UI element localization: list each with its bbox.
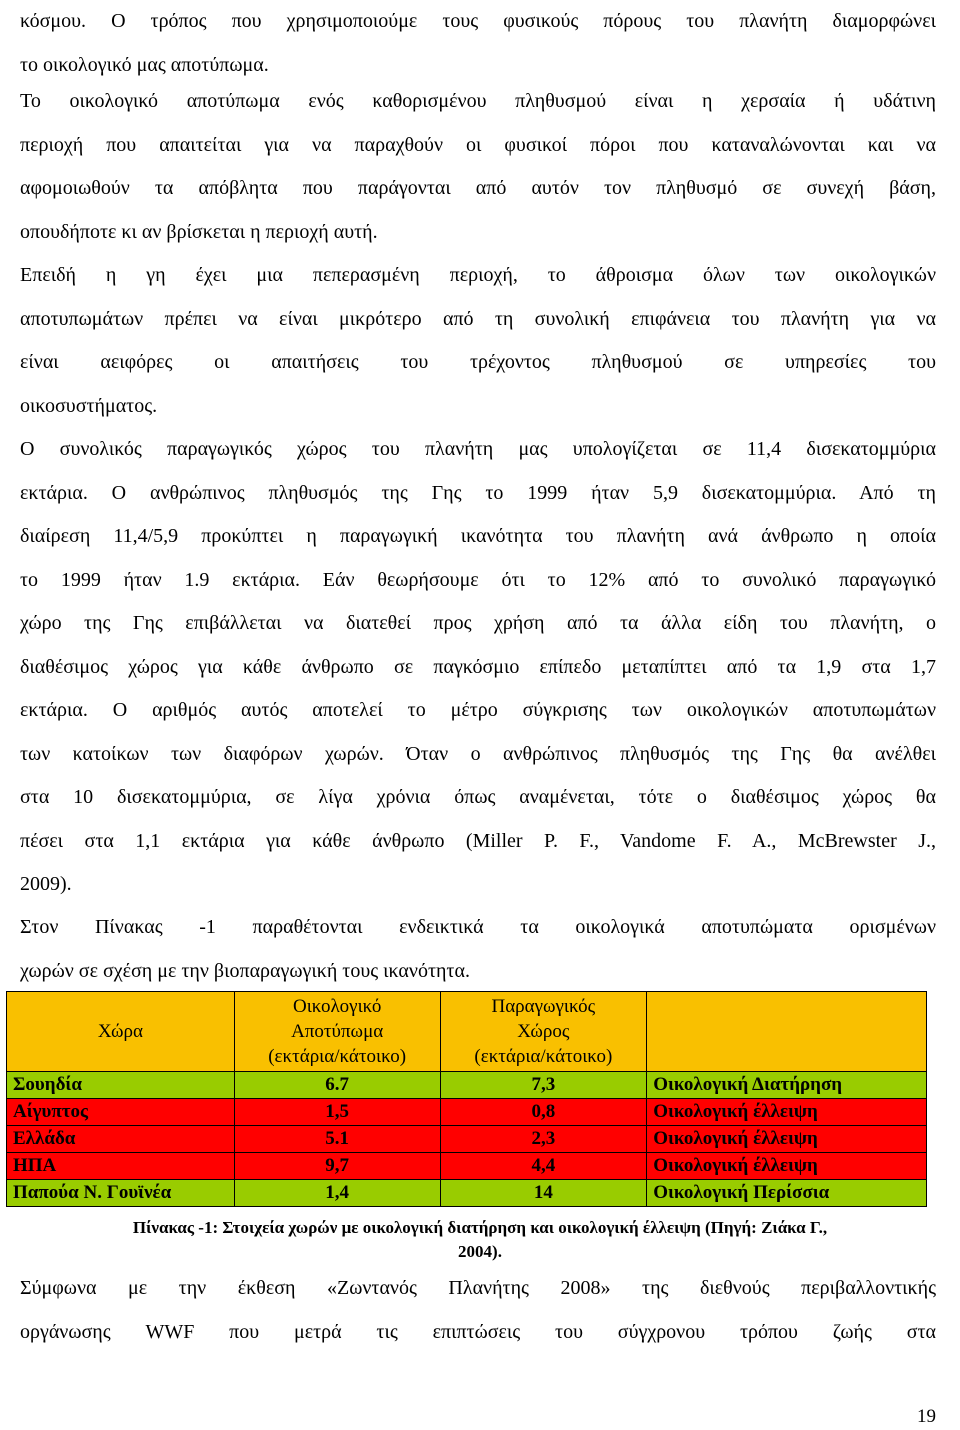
text-line: Το οικολογικό αποτύπωμα ενός καθορισμένου πληθυσμού είναι η χερσαία ή υδάτινη: [20, 90, 936, 112]
table-row: [7, 1126, 927, 1153]
header-footprint-line1: Οικολογικό: [292, 996, 382, 1017]
paragraph-1: [20, 0, 936, 87]
text-line: είναι αειφόρες οι απαιτήσεις του τρέχοντος πληθυσμού σε υπηρεσίες του: [20, 351, 936, 373]
cell-capacity: 4,4: [440, 1153, 647, 1180]
cell-country: Ελλάδα: [7, 1126, 235, 1153]
text-line: χώρο της Γης επιβάλλεται να διατεθεί προς χρήση από τα άλλα είδη του πλανήτη, ο: [20, 612, 936, 634]
cell-country: Αίγυπτος: [7, 1099, 235, 1126]
cell-footprint: 1,4: [234, 1180, 440, 1207]
text-line: Στον Πίνακας -1 παραθέτονται ενδεικτικά τα οικολογικά αποτυπώματα ορισμένων: [20, 916, 936, 938]
header-capacity: [440, 992, 647, 1072]
text-line: Σύμφωνα με την έκθεση «Ζωντανός Πλανήτης 2008» της διεθνούς περιβαλλοντικής: [20, 1277, 936, 1299]
text-line: Ο συνολικός παραγωγικός χώρος του πλανήτη μας υπολογίζεται σε 11,4 δισεκατομμύρια: [20, 438, 936, 460]
text-line: στα 10 δισεκατομμύρια, σε λίγα χρόνια όπως αναμένεται, τότε ο διαθέσιμος χώρος θα: [20, 786, 936, 808]
page-number: 19: [917, 1406, 936, 1427]
paragraph-2: [20, 80, 936, 254]
table-header-row: [7, 992, 927, 1072]
cell-footprint: 5.1: [234, 1126, 440, 1153]
cell-country: ΗΠΑ: [7, 1153, 235, 1180]
table-row: [7, 1153, 927, 1180]
header-capacity-line2: Χώρος: [517, 1021, 570, 1042]
table-row: [7, 1099, 927, 1126]
text-line: διαθέσιμος χώρος για κάθε άνθρωπο σε παγκόσμιο επίπεδο μεταπίπτει από τα 1,9 στα 1,7: [20, 655, 936, 678]
table-row: [7, 1180, 927, 1207]
text-line: χωρών σε σχέση με την βιοπαραγωγική τους ικανότητα.: [20, 959, 470, 982]
text-line: διαίρεση 11,4/5,9 προκύπτει η παραγωγική ικανότητα του πλανήτη ανά άνθρωπο η οποία: [20, 525, 936, 547]
text-line: αφομοιωθούν τα απόβλητα που παράγονται από αυτόν τον πληθυσμό σε συνεχή βάση,: [20, 177, 936, 199]
text-line: αποτυπωμάτων πρέπει να είναι μικρότερο από τη συνολική επιφάνεια του πλανήτη για να: [20, 307, 936, 330]
text-line: Επειδή η γη έχει μια πεπερασμένη περιοχή, το άθροισμα όλων των οικολογικών: [20, 264, 936, 286]
cell-capacity: 14: [440, 1180, 647, 1207]
text-line: των κατοίκων των διαφόρων χωρών. Όταν ο ανθρώπινος πληθυσμός της Γης θα ανέλθει: [20, 742, 936, 765]
text-line: 2009).: [20, 873, 72, 895]
cell-footprint: 6.7: [234, 1072, 440, 1099]
caption-line-2: 2004).: [458, 1242, 502, 1261]
paragraph-4: [20, 428, 936, 907]
paragraph-3: [20, 254, 936, 428]
cell-status: Οικολογική έλλειψη: [647, 1099, 927, 1126]
text-line: εκτάρια. Ο αριθμός αυτός αποτελεί το μέτρο σύγκρισης των οικολογικών αποτυπωμάτων: [20, 699, 936, 721]
cell-footprint: 1,5: [234, 1099, 440, 1126]
table-caption: [0, 1216, 960, 1264]
cell-status: Οικολογική έλλειψη: [647, 1126, 927, 1153]
header-status: [647, 992, 927, 1072]
cell-country: Παπούα Ν. Γουϊνέα: [7, 1180, 235, 1207]
header-footprint-line2: Αποτύπωμα: [291, 1021, 384, 1042]
cell-status: Οικολογική έλλειψη: [647, 1153, 927, 1180]
text-line: πέσει στα 1,1 εκτάρια για κάθε άνθρωπο (Miller P. F., Vandome F. A., McBrewster J.,: [20, 829, 936, 852]
cell-footprint: 9,7: [234, 1153, 440, 1180]
text-line: οργάνωσης WWF που μετρά τις επιπτώσεις του σύγχρονου τρόπου ζωής στα: [20, 1320, 936, 1343]
paragraph-5: [20, 906, 936, 993]
text-line: κόσμου. Ο τρόπος που χρησιμοποιούμε τους φυσικούς πόρους του πλανήτη διαμορφώνει: [20, 10, 936, 32]
header-footprint-unit: (εκτάρια/κάτοικο): [268, 1046, 407, 1067]
table-row: [7, 1072, 927, 1099]
cell-capacity: 2,3: [440, 1126, 647, 1153]
text-line: περιοχή που απαιτείται για να παραχθούν οι φυσικοί πόροι που καταναλώνονται και να: [20, 133, 936, 156]
text-line: εκτάρια. Ο ανθρώπινος πληθυσμός της Γης το 1999 ήταν 5,9 δισεκατομμύρια. Από τη: [20, 481, 936, 504]
text-line: οικοσυστήματος.: [20, 394, 158, 417]
ecological-footprint-table: [6, 991, 927, 1207]
text-line: το 1999 ήταν 1.9 εκτάρια. Εάν θεωρήσουμε ότι το 12% από το συνολικό παραγωγικό: [20, 568, 936, 591]
cell-status: Οικολογική Περίσσια: [647, 1180, 927, 1207]
cell-country: Σουηδία: [7, 1072, 235, 1099]
cell-capacity: 0,8: [440, 1099, 647, 1126]
text-line: οπουδήποτε κι αν βρίσκεται η περιοχή αυτή.: [20, 220, 378, 243]
header-capacity-line1: Παραγωγικός: [491, 996, 596, 1017]
text-line: το οικολογικό μας αποτύπωμα.: [20, 53, 269, 76]
caption-line-1: Πίνακας -1: Στοιχεία χωρών με οικολογική διατήρηση και οικολογική έλλειψη (Πηγή: Ζιάκα Γ.,: [132, 1218, 828, 1237]
header-country: Χώρα: [7, 992, 235, 1072]
paragraph-6: [20, 1267, 936, 1354]
header-capacity-unit: (εκτάρια/κάτοικο): [474, 1046, 613, 1067]
cell-capacity: 7,3: [440, 1072, 647, 1099]
cell-status: Οικολογική Διατήρηση: [647, 1072, 927, 1099]
header-footprint: [234, 992, 440, 1072]
